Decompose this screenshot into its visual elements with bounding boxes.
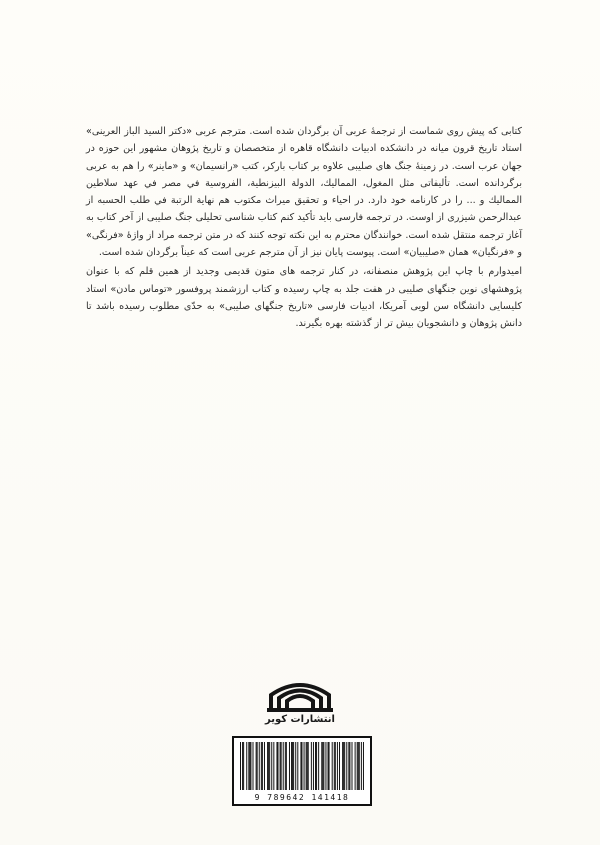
paragraph-1: کتابی که پیش روی شماست از ترجمهٔ عربی آن برگردان شده است. مترجم عربی «دکتر السید الباز العرینی» استاد تاریخ قرون میانه در دانشکده ادبیات دانشگاه قاهره از متخصصان و تاریخ پژوهان مشهور این حوزه در جهان عرب است. در زمینهٔ جنگ های صلیبی علاوه بر کتاب بارکر، کتب «رانسیمان» و «ماینر» را هم به عربی برگردانده است. تألیفاتی مثل المغول، المماليك، الدولة البيزنطية، الفروسية في مصر في عهد سلاطين المماليك و ... را در کارنامه خود دارد. در احیاء و تحقیق میراث مکتوب هم نهاية الرتبة في طلب الحسبه از عبدالرحمن شیزری از اوست. در ترجمه فارسی باید تأکید کنم کتاب شناسی تحلیلی جنگ صلیبی از آخر کتاب به آغاز ترجمه منتقل شده است. خوانندگان محترم به این نکته توجه کنند که در متن ترجمه مراد از واژهٔ «فرنگی» و «فرنگیان» همان «صلیبیان» است. پیوست پایان نیز از آن مترجم عربی است که عیناً برگردان شده است. — [86, 126, 522, 259]
publisher-name: انتشارات کویر — [265, 714, 335, 725]
paragraph-2: امیدوارم با چاپ این پژوهش منصفانه، در کنار ترجمه های متون قدیمی وجدید از همین قلم که با عنوان پژوهشهای نوین جنگهای صلیبی در هفت جلد به چاپ رسیده و کتاب ارزشمند پروفسور «توماس مادن» استاد کلیسایی دانشگاه سن لویی آمریکا، ادبیات فارسی «تاریخ جنگهای صلیبی» به حدّی مطلوب رسیده باشد تا دانش پژوهان و دانشجویان بیش تر از گذشته بهره بگیرند. — [86, 266, 522, 330]
barcode-bars — [240, 742, 364, 790]
isbn-barcode — [232, 736, 372, 806]
back-cover-text — [86, 123, 522, 333]
isbn-number: 9 789642 141418 — [254, 793, 350, 802]
